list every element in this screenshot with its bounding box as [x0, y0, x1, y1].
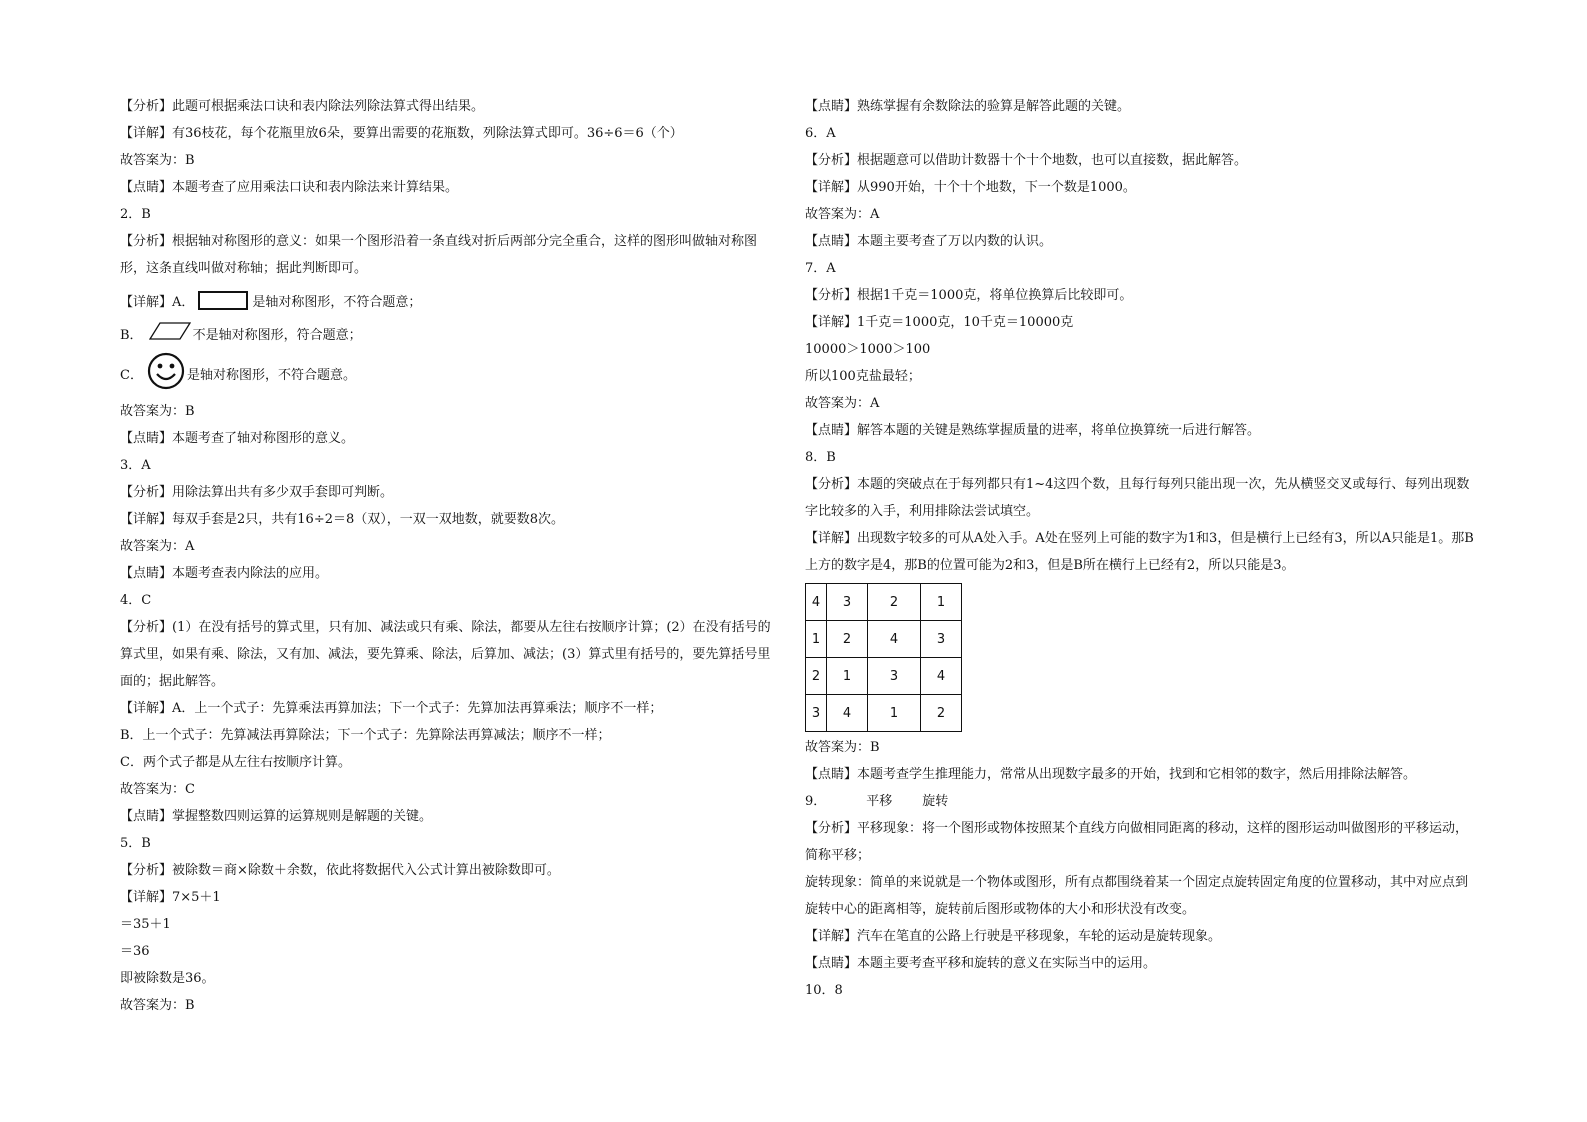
q8-analysis: 【分析】本题的突破点在于每列都只有1~4这四个数，且每行每列只能出现一次，先从横竖交叉或每行、每列出现数字比较多的入手，利用排除法尝试填空。 [805, 477, 1470, 519]
q5-analysis: 【分析】被除数＝商×除数＋余数，依此将数据代入公式计算出被除数即可。 [120, 863, 560, 878]
q3-answer: 故答案为：A [120, 539, 195, 554]
q2-head: 2．B [120, 207, 151, 222]
q3-head: 3．A [120, 458, 151, 473]
q5-step1: ＝35＋1 [120, 917, 171, 932]
grid-cell: 3 [921, 621, 962, 658]
grid-cell: 1 [921, 584, 962, 621]
q9-answer-2: 旋转 [922, 794, 949, 809]
q2-detail-c [120, 348, 780, 398]
q2-detail-b-suffix: 不是轴对称图形，符合题意； [192, 327, 362, 343]
q7-conclusion: 所以100克盐最轻； [805, 369, 921, 384]
q7-head: 7．A [805, 261, 836, 276]
q5-tip: 【点睛】熟练掌握有余数除法的验算是解答此题的关键。 [805, 99, 1131, 114]
q6-head: 6．A [805, 126, 836, 141]
grid-cell: 4 [868, 621, 921, 658]
q1-analysis: 【分析】此题可根据乘法口诀和表内除法列除法算式得出结果。 [120, 99, 485, 114]
q2-detail-a-prefix: 【详解】A． [120, 294, 195, 310]
grid-row [806, 621, 962, 658]
q5-step2: ＝36 [120, 944, 150, 959]
q4-tip: 【点睛】掌握整数四则运算的运算规则是解题的关键。 [120, 809, 433, 824]
q5-conclusion: 即被除数是36。 [120, 971, 215, 986]
rectangle-figure [198, 291, 248, 310]
q4-analysis: 【分析】(1）在没有括号的算式里，只有加、减法或只有乘、除法，都要从左往右按顺序计算；(2）在没有括号的算式里，如果有乘、除法，又有加、减法，要先算乘、除法，后算加、减法；(3）算式里有括号的，要先算括号里面的；据此解答。 [120, 620, 771, 689]
q2-detail-b-prefix: B． [120, 327, 143, 343]
grid-row [806, 658, 962, 695]
q4-answer: 故答案为：C [120, 782, 195, 797]
q2-tip: 【点睛】本题考查了轴对称图形的意义。 [120, 431, 355, 446]
q3-analysis: 【分析】用除法算出共有多少双手套即可判断。 [120, 485, 394, 500]
q2-detail-c-prefix: C． [120, 367, 143, 383]
q10-head: 10．8 [805, 983, 843, 998]
q6-answer: 故答案为：A [805, 207, 880, 222]
q2-answer: 故答案为：B [120, 404, 195, 419]
grid-cell: 3 [868, 658, 921, 695]
q3-detail: 【详解】每双手套是2只，共有16÷2＝8（双），一双一双地数，就要数8次。 [120, 512, 565, 527]
q9-detail: 【详解】汽车在笔直的公路上行驶是平移现象，车轮的运动是旋转现象。 [805, 929, 1222, 944]
q6-analysis: 【分析】根据题意可以借助计数器十个十个地数，也可以直接数，据此解答。 [805, 153, 1248, 168]
q2-detail-b [120, 318, 780, 348]
q9-tip: 【点睛】本题主要考查平移和旋转的意义在实际当中的运用。 [805, 956, 1157, 971]
grid-cell: 1 [868, 695, 921, 732]
q9-analysis-b: 旋转现象：简单的来说就是一个物体或图形，所有点都围绕着某一个固定点旋转固定角度的位置移动，其中对应点到旋转中心的距离相等，旋转前后图形或物体的大小和形状没有改变。 [805, 875, 1469, 917]
q6-tip: 【点睛】本题主要考查了万以内数的认识。 [805, 234, 1053, 249]
grid-cell: 3 [827, 584, 868, 621]
q1-answer: 故答案为：B [120, 153, 195, 168]
q7-compare: 10000＞1000＞100 [805, 342, 931, 357]
grid-row [806, 584, 962, 621]
q5-head: 5．B [120, 836, 151, 851]
q5-detail: 【详解】7×5＋1 [120, 890, 221, 905]
grid-cell: 2 [868, 584, 921, 621]
grid-row [806, 695, 962, 732]
q9-answer-1: 平移 [866, 794, 893, 809]
q9-head [805, 788, 1475, 815]
grid-cell: 2 [921, 695, 962, 732]
q2-analysis: 【分析】根据轴对称图形的意义：如果一个图形沿着一条直线对折后两部分完全重合，这样的图形叫做轴对称图形，这条直线叫做对称轴；据此判断即可。 [120, 234, 758, 276]
sudoku-grid [805, 583, 962, 732]
q4-detail-c: C．两个式子都是从左往右按顺序计算。 [120, 755, 351, 770]
grid-cell: 4 [827, 695, 868, 732]
q4-detail-a: 【详解】A．上一个式子：先算乘法再算加法；下一个式子：先算加法再算乘法；顺序不一样； [120, 701, 663, 716]
q4-head: 4．C [120, 593, 152, 608]
q9-number: 9． [805, 794, 827, 809]
grid-cell: 3 [806, 695, 827, 732]
q8-detail: 【详解】出现数字较多的可从A处入手。A处在竖列上可能的数字为1和3，但是横行上已经有3，所以A只能是1。那B上方的数字是4，那B的位置可能为2和3，但是B所在横行上已经有2，所以只能是3。 [805, 531, 1474, 573]
parallelogram-figure [149, 322, 191, 344]
q2-detail-a-suffix: 是轴对称图形，不符合题意； [252, 294, 422, 310]
q7-answer: 故答案为：A [805, 396, 880, 411]
smiley-face-figure [147, 352, 185, 394]
grid-cell: 4 [921, 658, 962, 695]
grid-cell: 2 [827, 621, 868, 658]
q2-detail-c-suffix: 是轴对称图形，不符合题意。 [186, 367, 356, 383]
q7-analysis: 【分析】根据1千克＝1000克，将单位换算后比较即可。 [805, 288, 1133, 303]
q3-tip: 【点睛】本题考查表内除法的应用。 [120, 566, 329, 581]
q6-detail: 【详解】从990开始，十个十个地数，下一个数是1000。 [805, 180, 1136, 195]
left-column [120, 93, 780, 1019]
q2-detail-a [120, 282, 780, 318]
q1-detail: 【详解】有36枝花，每个花瓶里放6朵，要算出需要的花瓶数，列除法算式即可。36÷6＝6（个） [120, 126, 683, 141]
q8-tip: 【点睛】本题考查学生推理能力，常常从出现数字最多的开始，找到和它相邻的数字，然后用排除法解答。 [805, 767, 1417, 782]
q1-tip: 【点睛】本题考查了应用乘法口诀和表内除法来计算结果。 [120, 180, 459, 195]
right-column [805, 93, 1475, 1004]
grid-cell: 4 [806, 584, 827, 621]
q8-answer: 故答案为：B [805, 740, 880, 755]
grid-cell: 1 [806, 621, 827, 658]
q7-tip: 【点睛】解答本题的关键是熟练掌握质量的进率，将单位换算统一后进行解答。 [805, 423, 1261, 438]
q9-analysis-a: 【分析】平移现象：将一个图形或物体按照某个直线方向做相同距离的移动，这样的图形运动叫做图形的平移运动，简称平移； [805, 821, 1469, 863]
q5-answer: 故答案为：B [120, 998, 195, 1013]
grid-cell: 1 [827, 658, 868, 695]
q4-detail-b: B．上一个式子：先算减法再算除法；下一个式子：先算除法再算减法；顺序不一样； [120, 728, 611, 743]
q7-detail: 【详解】1千克＝1000克，10千克＝10000克 [805, 315, 1074, 330]
q8-head: 8．B [805, 450, 836, 465]
grid-cell: 2 [806, 658, 827, 695]
